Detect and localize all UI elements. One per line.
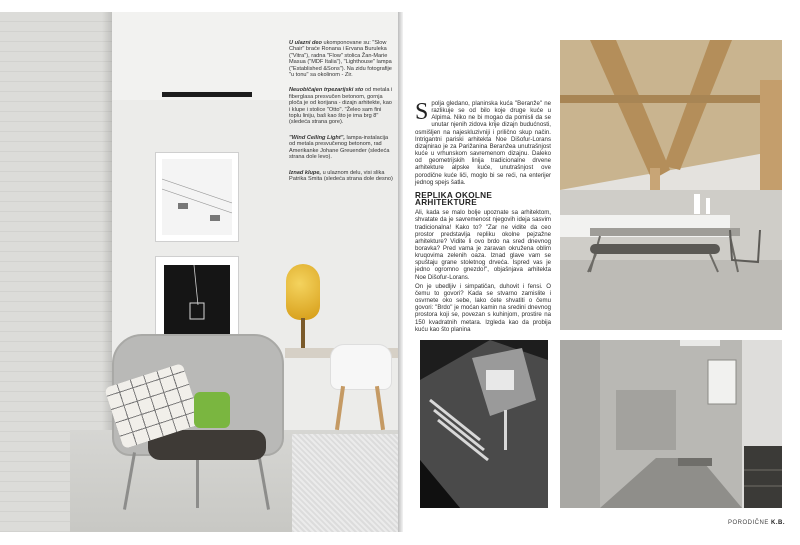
ceiling-light-slot — [162, 92, 252, 97]
photo-captions — [289, 40, 393, 191]
photo-hallway — [560, 340, 782, 508]
hallway-illustration — [560, 340, 782, 508]
lamp-stem — [301, 318, 305, 348]
page-folio — [728, 520, 785, 526]
shag-rug — [292, 434, 398, 532]
ski-lift-illustration — [162, 159, 232, 235]
slow-chair-leg — [196, 458, 199, 508]
photo-dining-room — [560, 40, 782, 330]
staircase-illustration — [420, 340, 548, 508]
caption-3: "Wind Ceiling Light", lampa-instalacija od metala presvučenog betonom, rad Amerikanke Johane Greuender (sledeća strana dole levo). — [289, 134, 390, 161]
drop-cap: S — [415, 99, 429, 125]
dark-gondola-illustration — [164, 265, 230, 337]
left-page-photo — [0, 12, 398, 532]
article-subheading: REPLIKA OKOLNE ARHITEKTURE — [415, 190, 493, 208]
caption-2: Neuobičajen trpezarijski sto od metala i fiberglasa presvučen betonom, gornja ploča je od korijana - dizajn arhitekte, kao i klupe i stolice "Otto". "Želeo sam fini toplu liniju, baš kao što je ima brg 8" (sledeća strana gore). — [289, 87, 393, 126]
folio-section: PORODIČNE — [728, 520, 769, 526]
caption-4: Iznad klupe, u ulaznom delu, visi slika Patrika Smita (sledeća strana dole desno) — [289, 169, 393, 182]
intro-paragraph: Spolja gledano, planinska kuća "Beranže" ne razlikuje se od bilo koje druge kuće u Alpima. Niko ne bi mogao da pomisli da se unutar njenih zidova krije dizajn budućnosti, osmišljen na najeskluzivniji i prilično skup način. Intrigantni pariski arhitekta Noe Dišofur-Lorans dizajnirao je za Parižanina Beranžea unutrašnjost kuće u vrhunskom savremenom dizajnu. Daleko od geometrijskih linija tradicionalne drvene arhitekture alpske kuće, unutrašnjost ove porodične kuće liči, moglo bi se reći, na enterijer jednog spejs šatla. — [415, 99, 551, 186]
photo-staircase — [420, 340, 548, 508]
yellow-glass-lamp — [286, 264, 320, 320]
article-body — [415, 100, 551, 335]
body-paragraph: Ali, kada se malo bolje upoznate sa arhitektom, shvatate da je savremenost njegovih ideja sasvim tradicionalna! Kako to? "Zar ne vidite da ceo prostor predstavlja repliku okolne pejzažne arhitekture? Vidite li ovo brdo na sred dnevnog boravka? Pred vama je zaravan okružena oblim kruqovima zelenih oaza. Iznad glave vam se spuštaju grane stoletnog drveća. Ispred vas je jedno ogromno gnezdo!", objašnjava arhitekta Noe Dišofur-Lorans. — [415, 209, 551, 281]
dining-room-illustration — [560, 40, 782, 330]
caption-1: U ulazni deo ukomponovane su: "Slow Chair" braće Ronana i Ervana Burulekа ("Vitra"), radna "Flow" stolica Žan-Marie Masua ("MDF Italia"), "Lighthouse" lampa ("Established &Sons"). Na zidu fotografije "u tonu" sa okolinom - Zir. — [289, 40, 392, 79]
folio-number: K.B. — [771, 520, 786, 526]
white-flow-chair — [330, 344, 392, 390]
framed-photo-ski-lift — [155, 152, 239, 242]
green-pillow — [194, 392, 230, 428]
framed-photo-dark — [155, 256, 239, 346]
body-paragraph: On je ubedljiv i simpatičan, duhovit i fensi. O čemu to govori? Kada se stvarno zamislite i osvrnete oko sebe, lako ćete shvatiti o čemu govori: "Brdo" je moćan kamin na sredini dnevnog prostora koji se, povezan s kuhinjom, prostire na 150 kvadratnih metara. Izgleda kao da probija kuću kao što planina — [415, 282, 551, 333]
